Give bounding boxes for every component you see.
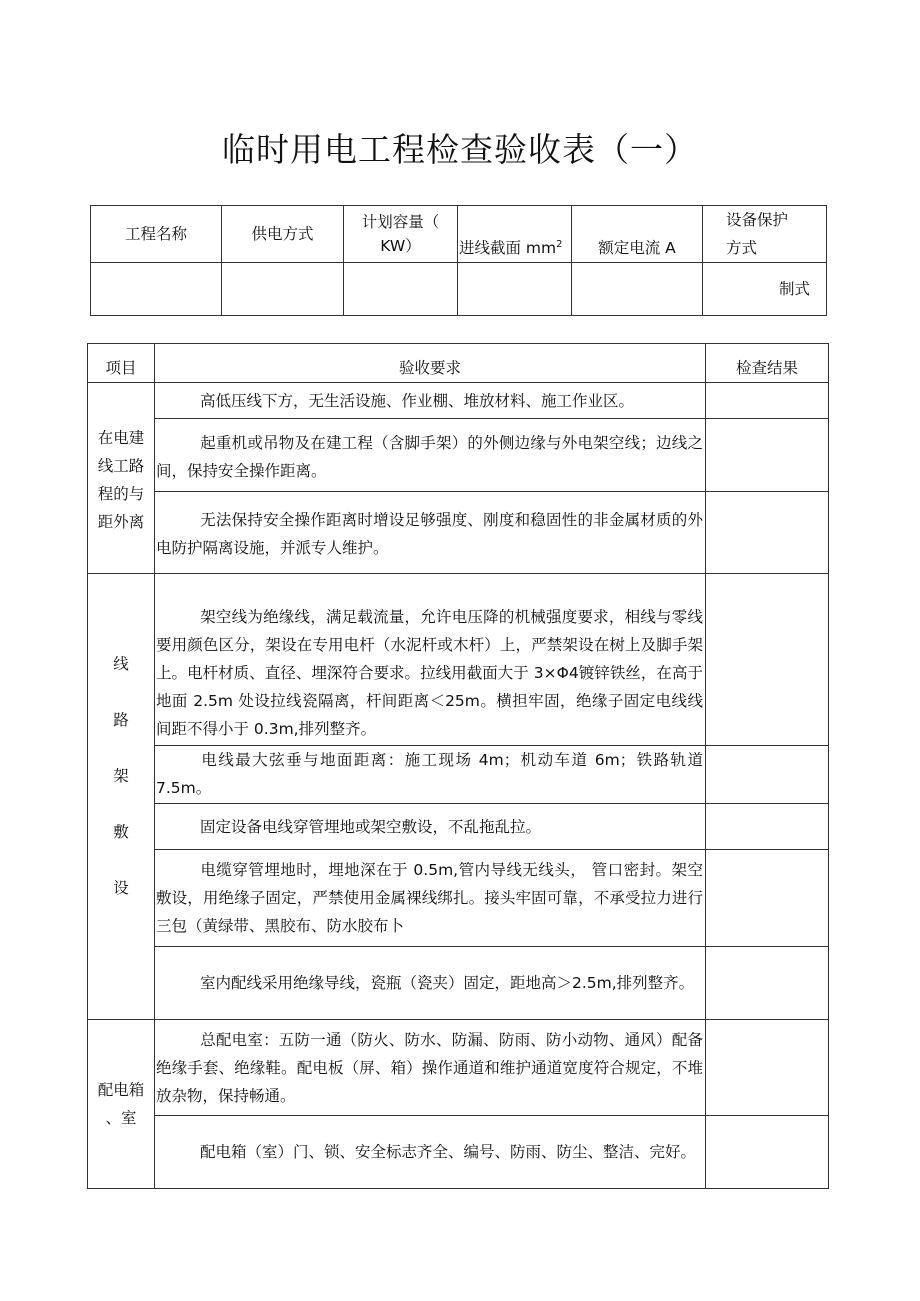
result-cell[interactable] [706, 419, 829, 492]
category-line: 敷 [113, 823, 129, 841]
requirement-text: 总配电室：五防一通（防火、防水、防漏、防雨、防小动物、通风）配备绝缘手套、绝缘鞋。配电板（屏、箱）操作通道和维护通道宽度符合规定，不堆放杂物，保持畅通。 [156, 1030, 703, 1105]
category-line: 线 [113, 655, 129, 673]
result-cell[interactable] [706, 1116, 829, 1189]
requirement-row [155, 1020, 706, 1116]
category-line: 设 [113, 879, 129, 897]
requirement-text: 电线最大弦垂与地面距离：施工现场 4m；机动车道 6m；铁路轨道 7.5m。 [156, 751, 703, 797]
requirement-row [155, 492, 706, 574]
planned-capacity-line1: 计划容量（ [361, 213, 440, 231]
header-project-name: 工程名称 [91, 206, 222, 263]
category-line-laying [88, 574, 155, 1020]
requirement-text: 起重机或吊物及在建工程（含脚手架）的外侧边缘与外电架空线；边线之间，保持安全操作距离。 [156, 434, 703, 480]
cell-rated-current [572, 263, 703, 316]
requirement-row [155, 804, 706, 850]
requirement-text: 固定设备电线穿管埋地或架空敷设，不乱拖乱拉。 [200, 817, 542, 836]
inspection-table [87, 343, 829, 1189]
protection-system-label: 制式 [778, 280, 810, 298]
category-line: 路 [113, 711, 129, 729]
cell-protection-system [703, 263, 827, 316]
cell-planned-capacity [344, 263, 458, 316]
category-line: 架 [113, 767, 129, 785]
requirement-row [155, 383, 706, 419]
cell-supply-method [222, 263, 344, 316]
requirement-row [155, 746, 706, 804]
result-cell[interactable] [706, 850, 829, 947]
result-cell[interactable] [706, 804, 829, 850]
header-result: 检查结果 [706, 344, 829, 383]
result-cell[interactable] [706, 947, 829, 1020]
result-cell[interactable] [706, 383, 829, 419]
requirement-row [155, 947, 706, 1020]
header-protection-method [703, 206, 827, 263]
requirement-text: 室内配线采用绝缘导线，瓷瓶（瓷夹）固定，距地高＞2.5m,排列整齐。 [200, 974, 695, 992]
requirement-text: 配电箱（室）门、锁、安全标志齐全、编号、防雨、防尘、整洁、完好。 [200, 1143, 697, 1161]
category-line: 配电箱 [97, 1081, 145, 1099]
requirement-row [155, 419, 706, 492]
page-title: 临时用电工程检查验收表（一） [222, 130, 698, 169]
project-info-table [90, 205, 827, 316]
category-line: 线工路 [97, 457, 145, 475]
category-distribution-box [88, 1020, 155, 1189]
result-cell[interactable] [706, 1020, 829, 1116]
header-requirement: 验收要求 [155, 344, 706, 383]
requirement-text: 无法保持安全操作距离时增设足够强度、刚度和稳固性的非金属材质的外电防护隔离设施，并派专人维护。 [156, 511, 703, 557]
protection-line1: 设备保护 [726, 211, 789, 229]
category-line: 在电建 [97, 429, 145, 447]
header-item: 项目 [88, 344, 155, 383]
cable-section-superscript: 2 [556, 238, 563, 250]
requirement-text: 电缆穿管埋地时，埋地深在于 0.5m,管内导线无线头， 管口密封。架空敷设，用绝缘子固定，严禁使用金属裸线绑扎。接头牢固可靠，不承受拉力进行三包（黄绿带、黑胶布、防水胶布卜 [156, 861, 703, 935]
protection-line2: 方式 [726, 239, 758, 257]
result-cell[interactable] [706, 746, 829, 804]
header-planned-capacity [344, 206, 458, 263]
requirement-row [155, 1116, 706, 1189]
requirement-row [155, 850, 706, 947]
category-line: 距外离 [97, 513, 145, 531]
requirement-text: 架空线为绝缘线，满足载流量，允许电压降的机械强度要求，相线与零线要用颜色区分，架设在专用电杆（水泥杆或木杆）上，严禁架设在树上及脚手架上。电杆材质、直径、埋深符合要求。拉线用截面大于 3×Φ4镀锌铁丝，在高于地面 2.5m 处设拉线瓷隔离，杆间距离＜25m。横担牢固，绝缘子固定电线线间距不得小于 0.3m,排列整齐。 [156, 608, 703, 738]
requirement-text: 高低压线下方，无生活设施、作业棚、堆放材料、施工作业区。 [200, 391, 635, 410]
planned-capacity-line2: KW） [380, 237, 421, 255]
result-cell[interactable] [706, 492, 829, 574]
header-cable-section [458, 206, 572, 263]
header-supply-method: 供电方式 [222, 206, 344, 263]
category-external-line [88, 383, 155, 574]
header-rated-current: 额定电流 A [572, 206, 703, 263]
cell-project-name [91, 263, 222, 316]
cell-cable-section [458, 263, 572, 316]
category-line: 、室 [105, 1109, 137, 1127]
cable-section-label: 进线截面 mm [459, 239, 557, 257]
requirement-row [155, 574, 706, 746]
category-line: 程的与 [97, 485, 145, 503]
result-cell[interactable] [706, 574, 829, 746]
